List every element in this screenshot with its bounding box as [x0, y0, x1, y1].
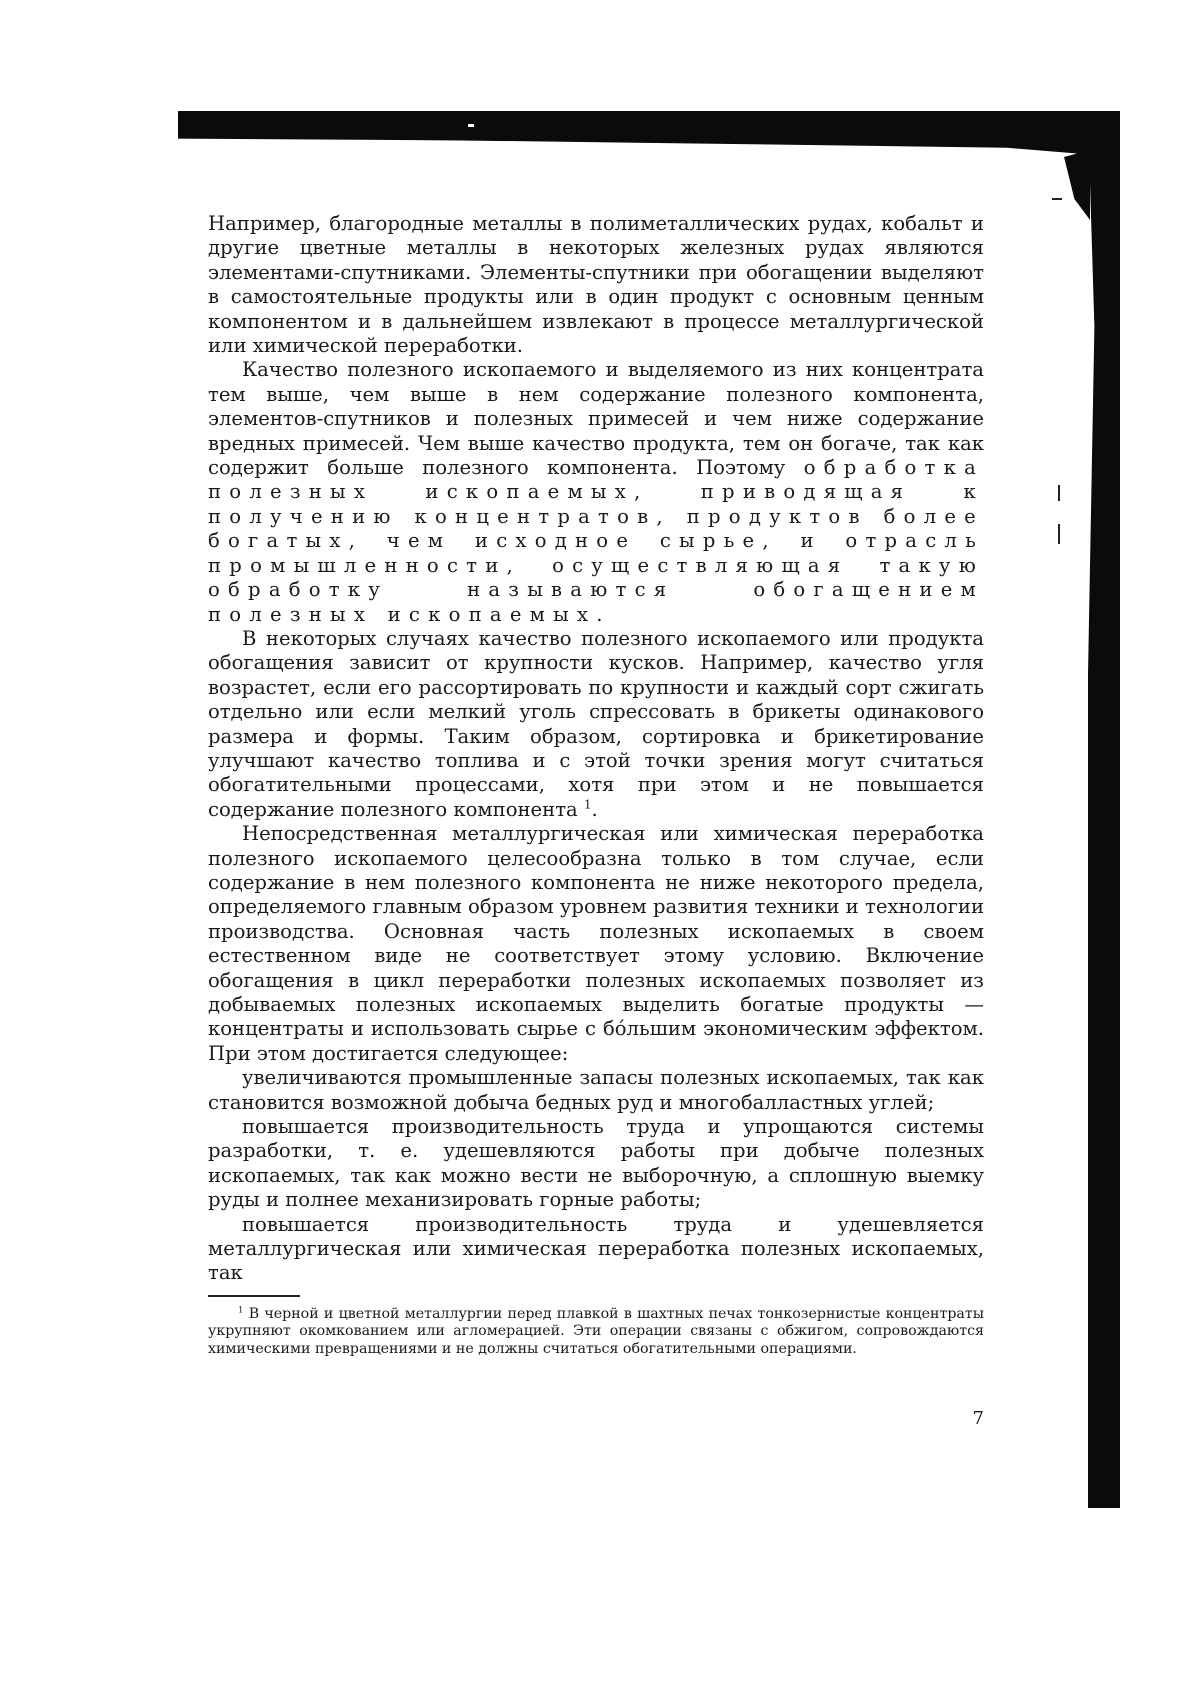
paragraph-text: Качество полезного ископаемого и выделяемого из них концентрата тем выше, чем выше в нем содержание полезного компонента, элементов-спутников и полезных примесей и чем ниже содержание вредных примесей. Чем выше качество продукта, тем он богаче, так как содержит больше полезного компонента. Поэтому: [208, 358, 984, 480]
scan-speck: [1052, 198, 1062, 200]
footnote-rule: [208, 1295, 300, 1297]
paragraph: В некоторых случаях качество полезного ископаемого или продукта обогащения зависит от крупности кусков. Например, качество угля возрастет, если его рассортировать по крупности и каждый сорт сжигать отдельно или если мелкий уголь спрессовать в брикеты одинакового размера и формы. Таким образом, сортировка и брикетирование улучшают качество топлива и с этой точки зрения могут считаться обогатительными процессами, хотя при этом и не повышается содержание полезного компонента $^1$.: [208, 626, 984, 821]
page-number: 7: [972, 1408, 984, 1429]
paragraph: повышается производительность труда и удешевляется металлургическая или химическая переработка полезных ископаемых, так: [208, 1212, 984, 1285]
scan-speck: [1058, 485, 1060, 501]
paragraph: увеличиваются промышленные запасы полезных ископаемых, так как становится возможной добыча бедных руд и многобалластных углей;: [208, 1066, 984, 1114]
footnote-text: В черной и цветной металлургии перед плавкой в шахтных печах тонкозернистые концентраты укрупняют окомкованием или агломерацией. Эти операции связаны с обжигом, сопровождаются химическими превращениями и не должны считаться обогатительными операциями.: [208, 1306, 984, 1357]
paragraph: повышается производительность труда и упрощаются системы разработки, т. е. удешевляются работы при добыче полезных ископаемых, так как можно вести не выборочную, а сплошную выемку руды и полнее механизировать горные работы;: [208, 1115, 984, 1212]
paragraph: [208, 358, 984, 626]
scan-speck: [1058, 524, 1060, 544]
footnote-ref: 1: [583, 797, 592, 812]
scan-border-top: [178, 111, 1120, 157]
scan-border-right: [1088, 118, 1120, 1508]
footnote: [208, 1306, 984, 1358]
definition-spaced: обработка полезных ископаемых, приводящая к получению концентратов, продуктов более богатых, чем исходное сырье, и отрасль промышленности, осуществляющая такую обработку называются обогащением полезных ископаемых.: [208, 456, 984, 626]
paragraph: Непосредственная металлургическая или химическая переработка полезного ископаемого целесообразна только в том случае, если содержание в нем полезного компонента не ниже некоторого предела, определяемого главным образом уровнем развития техники и технологии производства. Основная часть полезных ископаемых в своем естественном виде не соответствует этому условию. Включение обогащения в цикл переработки полезных ископаемых позволяет из добываемых полезных ископаемых выделить богатые продукты — концентраты и использовать сырье с бо́льшим экономическим эффектом. При этом достигается следующее:: [208, 822, 984, 1065]
scan-speck: [468, 124, 474, 127]
scan-border-notch: [1064, 150, 1090, 220]
paragraph-text: В некоторых случаях качество полезного ископаемого или продукта обогащения зависит от крупности кусков. Например, качество угля возрастет, если его рассортировать по крупности и каждый сорт сжигать отдельно или если мелкий уголь спрессовать в брикеты одинакового размера и формы. Таким образом, сортировка и брикетирование улучшают качество топлива и с этой точки зрения могут считаться обогатительными процессами, хотя при этом и не повышается содержание полезного компонента: [208, 626, 984, 821]
footnote-marker: 1: [238, 1305, 244, 1316]
main-text: [208, 212, 984, 1286]
paragraph: Например, благородные металлы в полиметаллических рудах, кобальт и другие цветные металлы в некоторых железных рудах являются элементами-спутниками. Элементы-спутники при обогащении выделяют в самостоятельные продукты или в один продукт с основным ценным компонентом и в дальнейшем извлекают в процессе металлургической или химической переработки.: [208, 212, 984, 358]
footnote-paragraph: [208, 1306, 984, 1358]
